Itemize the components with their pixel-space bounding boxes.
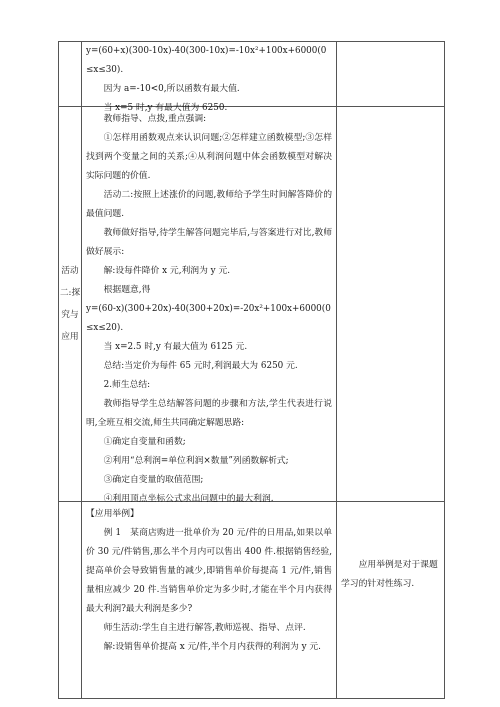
paragraph: ①确定自变量和函数; — [103, 437, 186, 447]
remark-cell — [337, 502, 444, 698]
paragraph: 教师指导、点拨,重点强调: — [103, 114, 207, 124]
remark-cell — [337, 107, 444, 501]
paragraph: 2.师生总结: — [103, 380, 151, 390]
paragraph: 活动二:按照上述涨价的问题,教师给予学生时间解答降价的最值问题. — [86, 190, 332, 219]
paragraph: 解:设销售单价提高 x 元/件,半个月内获得的利润为 y 元. — [103, 642, 321, 652]
section-header: 【应用举例】 — [86, 509, 139, 519]
text-line: 因为 a=-10<0,所以函数有最大值. — [103, 84, 240, 94]
paragraph: ③确定自变量的取值范围; — [103, 475, 204, 485]
content-cell — [82, 502, 337, 698]
activity-label — [59, 107, 82, 501]
activity-label-text: 活动二:探究与应用 — [59, 266, 81, 342]
paragraph: 当 x=2.5 时,y 有最大值为 6125 元. — [103, 342, 248, 352]
content-cell — [82, 107, 337, 504]
paragraph: ①怎样用函数观点来认识问题;②怎样建立函数模型;③怎样找到两个变量之间的关系;④从利润问题中体会函数模型对解决实际问题的价值. — [86, 133, 332, 181]
paragraph: ④利用顶点坐标公式求出问题中的最大利润. — [103, 494, 274, 504]
paragraph: 教师指导学生总结解答问题的步骤和方法,学生代表进行说明,全班互相交流,师生共同确定解题思路: — [86, 399, 332, 428]
remark-text: 应用举例是对于课题学习的针对性练习. — [341, 560, 438, 589]
equation-line: y=(60+x)(300-10x)-40(300-10x)=-10x²+100x+6000(0≤x≤30). — [86, 46, 327, 75]
paragraph: 根据题意,得 — [103, 285, 151, 295]
remark-cell — [337, 42, 444, 106]
lesson-table — [58, 41, 445, 699]
text-line: 当 x=5 时,y 有最大值为 6250. — [103, 103, 228, 113]
table-row — [59, 502, 444, 699]
paragraph: 总结:当定价为每件 65 元时,利润最大为 6250 元. — [103, 361, 298, 371]
paragraph: 解:设每件降价 x 元,利润为 y 元. — [103, 266, 231, 276]
table-row — [59, 107, 444, 502]
paragraph: ②利用“总利润=单位利润×数量”列函数解析式; — [103, 456, 289, 466]
example-paragraph: 例 1 某商店购进一批单价为 20 元/件的日用品,如果以单价 30 元/件销售,那么半个月内可以售出 400 件.根据销售经验,提高单价会导致销售量的减少,即销售单价每提高 1 元/件,销售量相应减少 20 件.当销售单价定为多少时,才能在半个月内获得最大利润?最大利润是多少? — [86, 528, 332, 614]
equation-line: y=(60-x)(300+20x)-40(300+20x)=-20x²+100x+6000(0≤x≤20). — [86, 304, 331, 333]
row-label-cell — [59, 42, 82, 106]
paragraph: 师生活动:学生自主进行解答,教师巡视、指导、点评. — [103, 623, 306, 633]
paragraph: 教师做好指导,待学生解答问题完毕后,与答案进行对比,教师做好展示: — [86, 228, 332, 257]
table-row — [59, 42, 444, 113]
row-label-cell — [59, 502, 82, 698]
content-cell — [82, 42, 337, 113]
